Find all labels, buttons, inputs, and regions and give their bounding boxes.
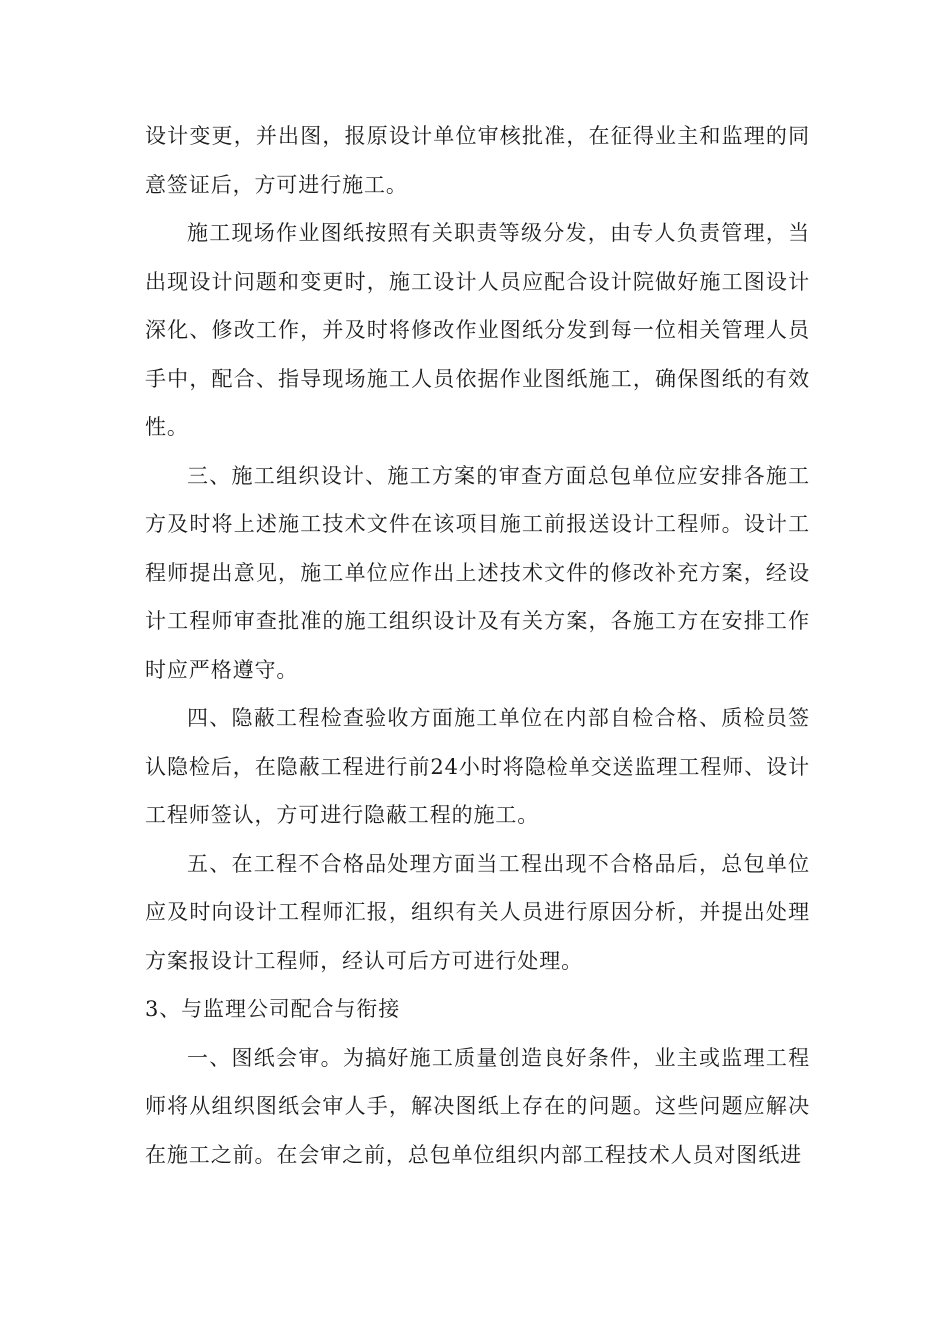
paragraph-1: 设计变更，并出图，报原设计单位审核批准，在征得业主和监理的同意签证后，方可进行施工。 (145, 124, 810, 197)
paragraph-2: 施工现场作业图纸按照有关职责等级分发，由专人负责管理，当出现设计问题和变更时，施工设计人员应配合设计院做好施工图设计深化、修改工作，并及时将修改作业图纸分发到每一位相关管理人员手中，配合、指导现场施工人员依据作业图纸施工，确保图纸的有效性。 (145, 221, 810, 439)
paragraph-6: 一、图纸会审。为搞好施工质量创造良好条件，业主或监理工程师将从组织图纸会审人手，解决图纸上存在的问题。这些问题应解决在施工之前。在会审之前，总包单位组织内部工程技术人员对图纸进 (145, 1045, 810, 1167)
section-heading: 3、与监理公司配合与衔接 (145, 997, 401, 1021)
paragraph-4: 四、隐蔽工程检查验收方面施工单位在内部自检合格、质检员签认隐检后，在隐蔽工程进行前24小时将隐检单交送监理工程师、设计工程师签认，方可进行隐蔽工程的施工。 (145, 706, 810, 827)
paragraph-5: 五、在工程不合格品处理方面当工程出现不合格品后，总包单位应及时向设计工程师汇报，组织有关人员进行原因分析，并提出处理方案报设计工程师，经认可后方可进行处理。 (145, 851, 810, 973)
document-body (145, 112, 810, 1179)
paragraph-3: 三、施工组织设计、施工方案的审查方面总包单位应安排各施工方及时将上述施工技术文件在该项目施工前报送设计工程师。设计工程师提出意见，施工单位应作出上述技术文件的修改补充方案，经设计工程师审查批准的施工组织设计及有关方案，各施工方在安排工作时应严格遵守。 (145, 463, 810, 682)
